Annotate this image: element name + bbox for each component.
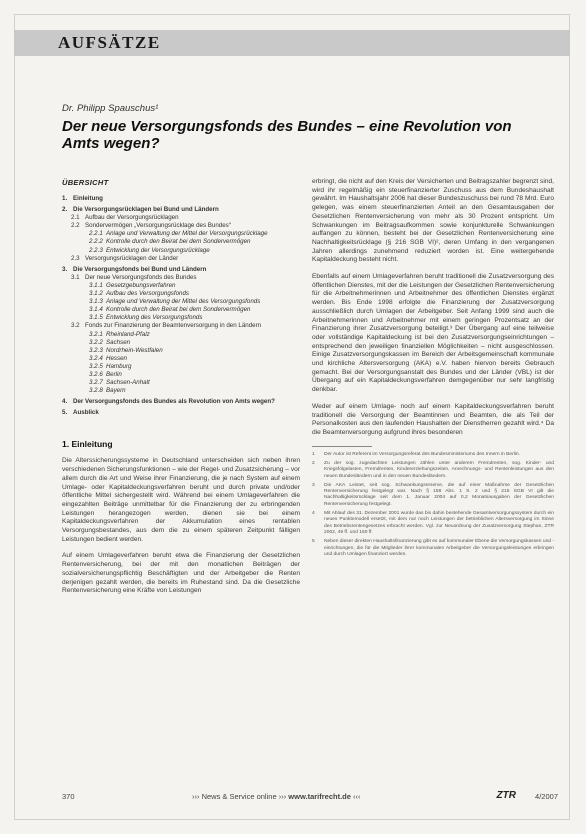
footnote	[312, 452, 554, 458]
toc-entry-text: Sachsen-Anhalt	[106, 379, 150, 387]
toc-entry-number: 3.2.1	[89, 330, 103, 338]
toc-entry	[62, 266, 300, 274]
toc-entry-number: 1.	[62, 195, 68, 202]
page-number: 370	[62, 792, 75, 801]
footnote-separator	[312, 446, 372, 447]
toc-entry-number: 3.2.8	[89, 387, 103, 395]
table-of-contents	[62, 195, 300, 417]
left-column	[62, 178, 300, 604]
toc-entry-text: Aufbau des Versorgungsfonds	[106, 290, 190, 298]
toc-entry-number: 2.2.3	[89, 246, 103, 254]
footnote-number: 2	[312, 460, 315, 466]
toc-entry-text: Fonds zur Finanzierung der Beamtenversorgung in den Ländern	[85, 322, 262, 330]
toc-entry-text: Versorgungsrücklagen der Länder	[85, 254, 179, 262]
toc-entry-text: Entwicklung des Versorgungsfonds	[106, 314, 203, 322]
journal-logo: ZTR	[496, 790, 516, 801]
toc-entry	[62, 247, 300, 255]
toc-entry	[62, 322, 300, 330]
toc-entry-number: 3.1.1	[89, 281, 103, 289]
toc-entry-text: Berlin	[106, 370, 122, 378]
toc-entry-text: Die Versorgungsrücklagen bei Bund und Ländern	[73, 206, 219, 214]
toc-entry-text: Kontrolle durch den Beirat bei dem Sondervermögen	[106, 238, 251, 246]
toc-entry-number: 3.1	[71, 273, 80, 281]
toc-entry-number: 4.	[62, 398, 68, 406]
toc-entry-text: Aufbau der Versorgungsrücklagen	[85, 214, 179, 222]
toc-entry-text: Sachsen	[106, 338, 131, 346]
toc-entry	[62, 387, 300, 395]
toc-entry	[62, 409, 300, 417]
toc-entry	[62, 238, 300, 246]
section-heading-einleitung: 1. Einleitung	[62, 439, 113, 450]
toc-entry	[62, 371, 300, 379]
toc-entry-number: 3.1.2	[89, 290, 103, 298]
right-column	[312, 178, 554, 561]
footnote-number: 5	[312, 539, 315, 545]
toc-entry-number: 2.1	[71, 214, 80, 222]
toc-entry	[62, 379, 300, 387]
toc-entry	[62, 339, 300, 347]
toc-entry	[62, 255, 300, 263]
toc-entry-number: 3.2.5	[89, 362, 103, 370]
issue-number: 4/2007	[535, 792, 558, 801]
toc-entry-number: 3.2	[71, 322, 80, 330]
toc-entry	[62, 214, 300, 222]
footer-tagline	[192, 792, 361, 801]
toc-entry	[62, 355, 300, 363]
toc-entry-text: Ausblick	[73, 409, 99, 417]
footnote-text: Mit Ablauf des 31. Dezember 2001 wurde das bis dahin bestehende Gesamtversorgungssystem durch ein neues Punktemodell ersetzt, mit dem nur noch Leistungen der betrieblichen Altersversorgung im Sinne des Betriebsrentengesetzes erbracht werden. Vgl. zur Neuordnung der Zusatzversorgung Stephan, ZTR 2002, 49 ff. und 150 ff.	[324, 511, 554, 535]
toc-entry	[62, 195, 300, 203]
article-title: Der neue Versorgungsfonds des Bundes – eine Revolution von Amts wegen?	[62, 118, 512, 152]
toc-entry	[62, 347, 300, 355]
page-footer	[62, 790, 558, 804]
toc-entry-text: Bayern	[106, 387, 126, 395]
body-paragraph: Auf einem Umlageverfahren beruht etwa die Finanzierung der Gesetzlichen Rentenversicherung, bei der mit den monatlichen Beiträgen der sozialversicherungspflichtig Beschäftigten und der Arbeitgeber die Renten derjenigen gezahlt werden, die bereits im Ruhestand sind. Da die Gesetzliche Rentenversicherung eine Kräfte von Leistungen	[62, 552, 300, 595]
toc-entry-number: 2.2.1	[89, 230, 103, 238]
toc-entry	[62, 282, 300, 290]
footnote	[312, 483, 554, 508]
toc-entry-text: Sondervermögen „Versorgungsrücklage des Bundes“	[85, 222, 231, 230]
article-author: Dr. Philipp Spauschus¹	[62, 103, 159, 114]
footer-url-link[interactable]: www.tarifrecht.de	[288, 792, 351, 801]
toc-entry	[62, 331, 300, 339]
toc-entry	[62, 290, 300, 298]
toc-entry	[62, 298, 300, 306]
footnote-text: Der Autor ist Referent im Versorgungsreferat des Bundesministeriums des Innern in Berlin.	[324, 451, 520, 457]
toc-entry-number: 2.	[62, 206, 68, 214]
toc-entry	[62, 363, 300, 371]
toc-entry-number: 3.1.5	[89, 314, 103, 322]
toc-entry-number: 3.	[62, 265, 68, 273]
body-paragraph: Die Alterssicherungssysteme in Deutschland unterscheiden sich neben ihren verschiedenen Sicherungsfunktionen – wie der Regel- und Zusatzsicherung – vor allem durch die Art und Weise ihrer Finanzierung, die je nach System auf einem Umlage- oder Kapitaldeckungsverfahren beruht und durch private und/oder öffentliche Mittel sichergestellt wird. Während bei einem Umlageverfahren die eingezahlten Beiträge unmittelbar für die Finanzierung der zu erbringenden Leistungen herangezogen werden, dienen sie bei einem Kapitaldeckungsverfahren der Akkumulation eines rentablen Versorgungsbestandes, aus dem die zu einem späteren Zeitpunkt fälligen Leistungen bedient werden.	[62, 457, 300, 543]
footer-tagline-prefix: ››› News & Service online ›››	[192, 792, 287, 801]
toc-entry-number: 3.2.3	[89, 346, 103, 354]
section-title: AUFSÄTZE	[58, 33, 161, 52]
toc-entry	[62, 230, 300, 238]
toc-entry	[62, 206, 300, 214]
toc-entry	[62, 274, 300, 282]
toc-entry	[62, 222, 300, 230]
toc-entry-text: Hamburg	[106, 362, 132, 370]
toc-entry	[62, 398, 300, 406]
footnote-text: Neben dieser direkten Haushaltsfinanzierung gibt es auf kommunaler Ebene die Versorgungskassen und -einrichtungen, die für die Mitglieder ihrer kommunalen Arbeitgeber die Versorgungsleistungen erbringen und durch Umlagen finanziert werden.	[324, 539, 554, 557]
toc-entry-text: Anlage und Verwaltung der Mittel der Versorgungsrücklage	[106, 230, 268, 238]
footnote-number: 4	[312, 511, 315, 517]
body-paragraph: erbringt, die nicht auf den Kreis der Versicherten und Beitragszahler begrenzt sind, wird ihr regelmäßig ein steuerfinanzierter Zuschuss aus dem Bundeshaushalt gewährt. Im Haushaltsjahr 2006 hat dieser Bundeszuschuss bei rund 78 Mrd. Euro gelegen, was einem steuerfinanzierten Anteil an den Gesamtausgaben der Gesetzlichen Rentenversicherung von mehr als 30 Prozent entspricht. Um Schwankungen im Beitragsaufkommen sowie konjunkturelle Schwankungen auffangen zu können, besteht bei der Gesetzlichen Rentenversicherung eine Nachhaltigkeitsrücklage (§ 216 SGB VI)², deren Umfang in den vergangenen Jahren allerdings zunehmend reduziert worden ist. Eine weitergehende Kapitaldeckung besteht nicht.	[312, 178, 554, 264]
toc-entry-number: 3.1.4	[89, 306, 103, 314]
toc-entry-text: Die Versorgungsfonds bei Bund und Ländern	[73, 265, 207, 273]
toc-entry-text: Gesetzgebungsverfahren	[106, 281, 176, 289]
toc-entry-number: 3.2.2	[89, 338, 103, 346]
toc-entry-text: Der neue Versorgungsfonds des Bundes	[85, 273, 197, 281]
toc-entry-text: Einleitung	[73, 195, 103, 202]
toc-entry-number: 5.	[62, 409, 68, 417]
footnote-number: 1	[312, 451, 315, 457]
footnote	[312, 461, 554, 480]
toc-heading: ÜBERSICHT	[62, 178, 109, 187]
toc-entry-text: Nordrhein-Westfalen	[106, 346, 163, 354]
footnote	[312, 539, 554, 558]
footnote	[312, 511, 554, 536]
toc-entry-number: 3.2.6	[89, 370, 103, 378]
toc-entry-text: Entwicklung der Versorgungsrücklage	[106, 246, 210, 254]
toc-entry-text: Anlage und Verwaltung der Mittel des Versorgungsfonds	[106, 298, 261, 306]
toc-entry-text: Der Versorgungsfonds des Bundes als Revolution von Amts wegen?	[73, 398, 275, 406]
toc-entry-text: Kontrolle durch den Beirat bei dem Sondervermögen	[106, 306, 251, 314]
footnote-number: 3	[312, 482, 315, 488]
toc-entry	[62, 306, 300, 314]
footnote-text: Die AKA Leistet, seit sog. Schwankungsreserve, die auf einer Maßnahme der Gesetzlichen Rentenversicherung festgelegt war. Nach § 158 Abs. 1 S. 2 und § 216 SGB VI gilt die Nachhaltigkeitsrücklage seit dem 1. Januar 2004 auf 0,2 Monatsausgaben der Gesetzlichen Rentenversicherung festgelegt.	[324, 482, 554, 507]
toc-entry-text: Hessen	[106, 354, 127, 362]
toc-entry-number: 3.1.3	[89, 298, 103, 306]
footnotes	[312, 452, 554, 558]
toc-entry-number: 2.2	[71, 222, 80, 230]
toc-entry-number: 2.3	[71, 254, 80, 262]
footnote-text: Zu der sog. zugedachten Leistungen zählen unter anderem Fremdrenten, sog. Kinder- und Kriegsfolgelasten, Fremdrenten, Kindererziehungszeiten, Anrechnungs- und Rentenleistungen aus den neuen Bundesländern und in den neuen Bundesländern.	[324, 460, 554, 479]
toc-entry-number: 3.2.7	[89, 379, 103, 387]
toc-entry-text: Rheinland-Pfalz	[106, 330, 150, 338]
toc-entry	[62, 314, 300, 322]
footer-tagline-suffix: ‹‹‹	[353, 792, 361, 801]
body-paragraph: Weder auf einem Umlage- noch auf einem Kapitaldeckungsverfahren beruht traditionell die Versorgung der Beamtinnen und Beamten, die als Teil der Personalkosten aus den laufenden Haushalten der Dienstherren gezahlt wird.⁴ Da die Beamtenversorgung aufgrund ihres besonderen	[312, 402, 554, 436]
body-paragraph: Ebenfalls auf einem Umlageverfahren beruht traditionell die Zusatzversorgung des öffentlichen Dienstes, mit der die Leistungen der Gesetzlichen Rentenversicherung für die Arbeitnehmerinnen und Arbeitnehmer des öffentlichen Dienstes ergänzt werden. Bis Ende 1998 erfolgte die Finanzierung der Zusatzversorgung ausschließlich durch Umlagen der Arbeitgeber. Seit Anfang 1999 sind auch die Arbeitnehmerinnen und Arbeitnehmer mit einem geringen Prozentsatz an der Finanzierung ihrer Zusatzversorgung beteiligt.³ Der Übergang auf eine teilweise oder vollständige Kapitaldeckung ist bei den Zusatzversorgungseinrichtungen – entsprechend den jeweiligen finanziellen Möglichkeiten – nicht ausgeschlossen. Einige Zusatzversorgungskassen im Bereich der Arbeitsgemeinschaft kommunale und kirchliche Altersversorgung (AKA) e.V. haben hiervon bereits Gebrauch gemacht. Bei der Versorgungsanstalt des Bundes und der Länder (VBL) ist der Übergang auf ein Kapitaldeckungsverfahren demgegenüber nur sehr langfristig denkbar.	[312, 273, 554, 394]
toc-entry-number: 3.2.4	[89, 354, 103, 362]
toc-entry-number: 2.2.2	[89, 238, 103, 246]
